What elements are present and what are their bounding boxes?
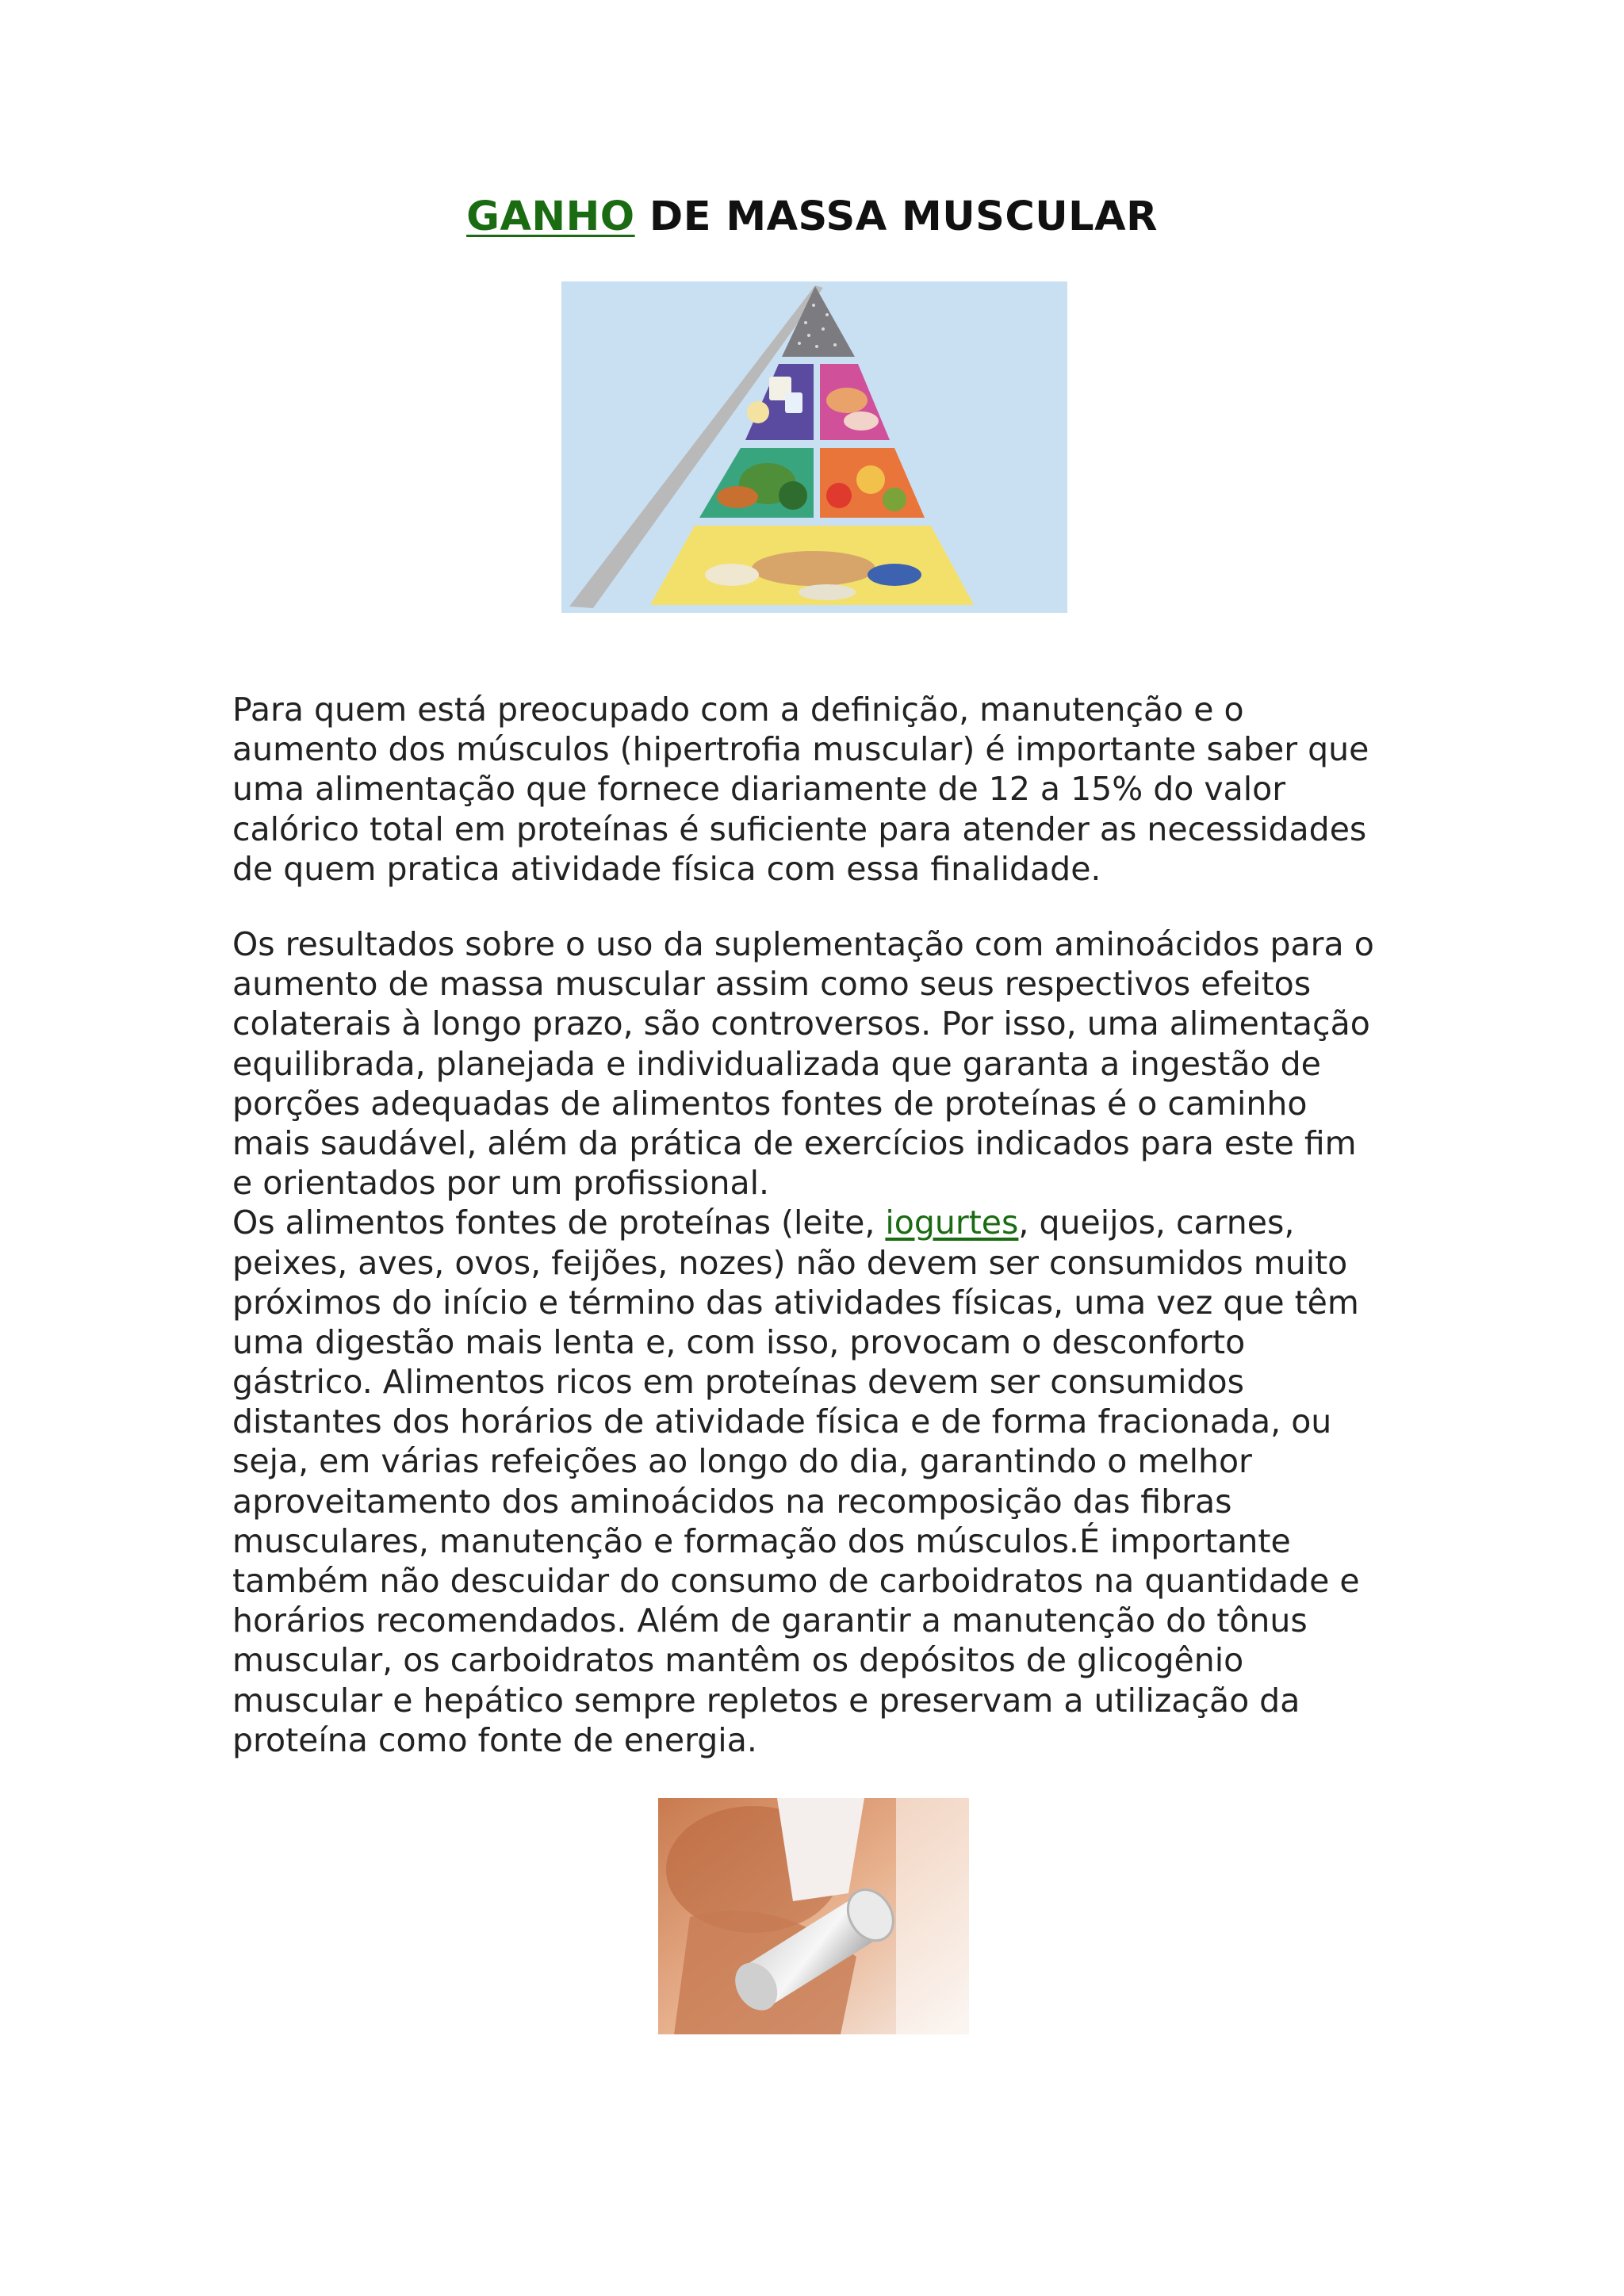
paragraph-line: mais saudável, além da prática de exercícios indicados para este fim <box>232 1123 1357 1162</box>
paragraph-line: uma digestão mais lenta e, com isso, provocam o desconforto <box>232 1322 1246 1361</box>
paragraph-line: porções adequadas de alimentos fontes de proteínas é o caminho <box>232 1084 1308 1123</box>
page-title <box>0 193 1624 240</box>
paragraph-line: distantes dos horários de atividade física e de forma fracionada, ou <box>232 1402 1332 1441</box>
food-pyramid-image <box>561 281 1067 613</box>
paragraph-line: equilibrada, planejada e individualizada que garanta a ingestão de <box>232 1044 1321 1083</box>
title-rest: DE MASSA MUSCULAR <box>634 193 1158 240</box>
paragraph-3-first-line <box>232 1203 1438 1242</box>
paragraph-line: aumento dos músculos (hipertrofia muscular) é importante saber que <box>232 730 1369 769</box>
paragraph-line: de quem pratica atividade física com essa finalidade. <box>232 849 1101 888</box>
paragraph-line: próximos do início e término das atividades físicas, uma vez que têm <box>232 1283 1359 1322</box>
paragraph-line: calórico total em proteínas é suficiente para atender as necessidades <box>232 809 1367 848</box>
dumbbell-photo <box>658 1798 969 2034</box>
text-fragment: , queijos, carnes, <box>1018 1203 1295 1242</box>
paragraph-line: muscular, os carboidratos mantêm os depósitos de glicogênio <box>232 1641 1244 1680</box>
paragraph-line: musculares, manutenção e formação dos músculos.É importante <box>232 1521 1291 1560</box>
paragraph-line: aproveitamento dos aminoácidos na recomposição das fibras <box>232 1482 1232 1521</box>
paragraph-1 <box>232 690 1438 889</box>
paragraph-2 <box>232 924 1438 1760</box>
paragraph-line: e orientados por um profissional. <box>232 1164 770 1203</box>
paragraph-line: proteína como fonte de energia. <box>232 1720 757 1759</box>
paragraph-line: horários recomendados. Além de garantir a manutenção do tônus <box>232 1601 1308 1640</box>
paragraph-line: aumento de massa muscular assim como seus respectivos efeitos <box>232 965 1312 1004</box>
text-fragment: Os alimentos fontes de proteínas (leite, <box>232 1203 886 1242</box>
iogurtes-link[interactable]: iogurtes <box>885 1203 1019 1242</box>
paragraph-line: também não descuidar do consumo de carboidratos na quantidade e <box>232 1562 1360 1600</box>
paragraph-line: uma alimentação que fornece diariamente de 12 a 15% do valor <box>232 770 1286 809</box>
paragraph-line: seja, em várias refeições ao longo do dia, garantindo o melhor <box>232 1442 1252 1481</box>
paragraph-line: Os resultados sobre o uso da suplementação com aminoácidos para o <box>232 925 1374 963</box>
paragraph-line: Para quem está preocupado com a definição, manutenção e o <box>232 691 1244 729</box>
paragraph-line: gástrico. Alimentos ricos em proteínas devem ser consumidos <box>232 1363 1245 1402</box>
title-link[interactable]: GANHO <box>466 193 635 240</box>
paragraph-line: muscular e hepático sempre repletos e preservam a utilização da <box>232 1681 1300 1720</box>
paragraph-line: colaterais à longo prazo, são controversos. Por isso, uma alimentação <box>232 1004 1370 1043</box>
paragraph-line: peixes, aves, ovos, feijões, nozes) não devem ser consumidos muito <box>232 1243 1348 1282</box>
